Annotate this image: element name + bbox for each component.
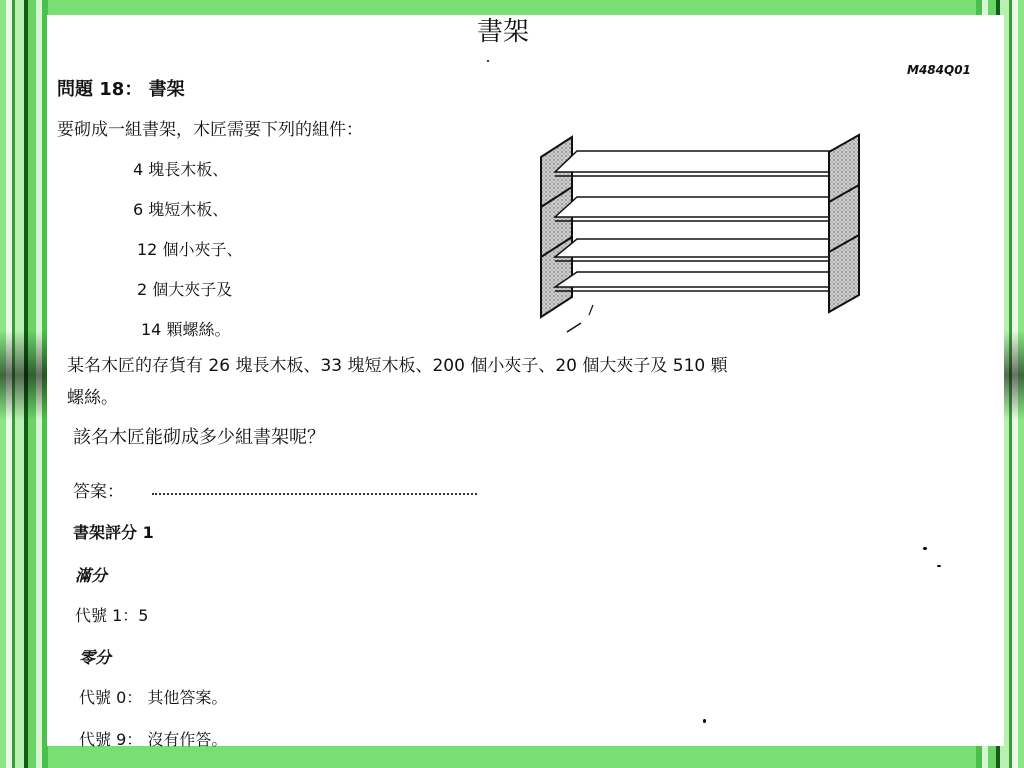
no-credit-code-9: 代號 9： 沒有作答。 [79,730,228,749]
full-credit-label: 滿分 [75,566,108,585]
scan-speck [937,565,941,567]
component-large-clips: 2 個大夾子及 [137,280,233,299]
component-screws: 14 顆螺絲。 [141,320,231,339]
scan-speck [703,719,706,723]
stock-text-line-2: 螺絲。 [67,388,118,408]
no-credit-code-0: 代號 0： 其他答案。 [79,688,228,707]
bookshelf-drawing-icon [537,127,877,337]
intro-text: 要砌成一組書架，木匠需要下列的組件： [57,120,363,140]
component-long-boards: 4 塊長木板、 [133,160,229,179]
rubric-title: 書架評分 1 [73,523,154,542]
answer-blank[interactable] [152,493,477,495]
component-short-boards: 6 塊短木板、 [133,200,229,219]
answer-label: 答案： [73,482,124,502]
component-small-clips: 12 個小夾子、 [137,240,243,259]
full-credit-code: 代號 1：5 [75,606,149,625]
page-title: 書架 [477,17,530,47]
stock-text-line-1: 某名木匠的存貨有 26 塊長木板、33 塊短木板、200 個小夾子、20 個大夾子及 510 顆 [67,356,728,376]
question-code: M484Q01 [907,63,971,77]
left-decorative-border [0,0,48,768]
question-text: 該名木匠能砌成多少組書架呢？ [73,427,325,448]
document-page [47,15,1004,749]
question-heading: 問題 18： 書架 [57,79,185,100]
scan-speck [923,547,927,550]
scan-speck [487,60,489,62]
no-credit-label: 零分 [79,648,112,667]
